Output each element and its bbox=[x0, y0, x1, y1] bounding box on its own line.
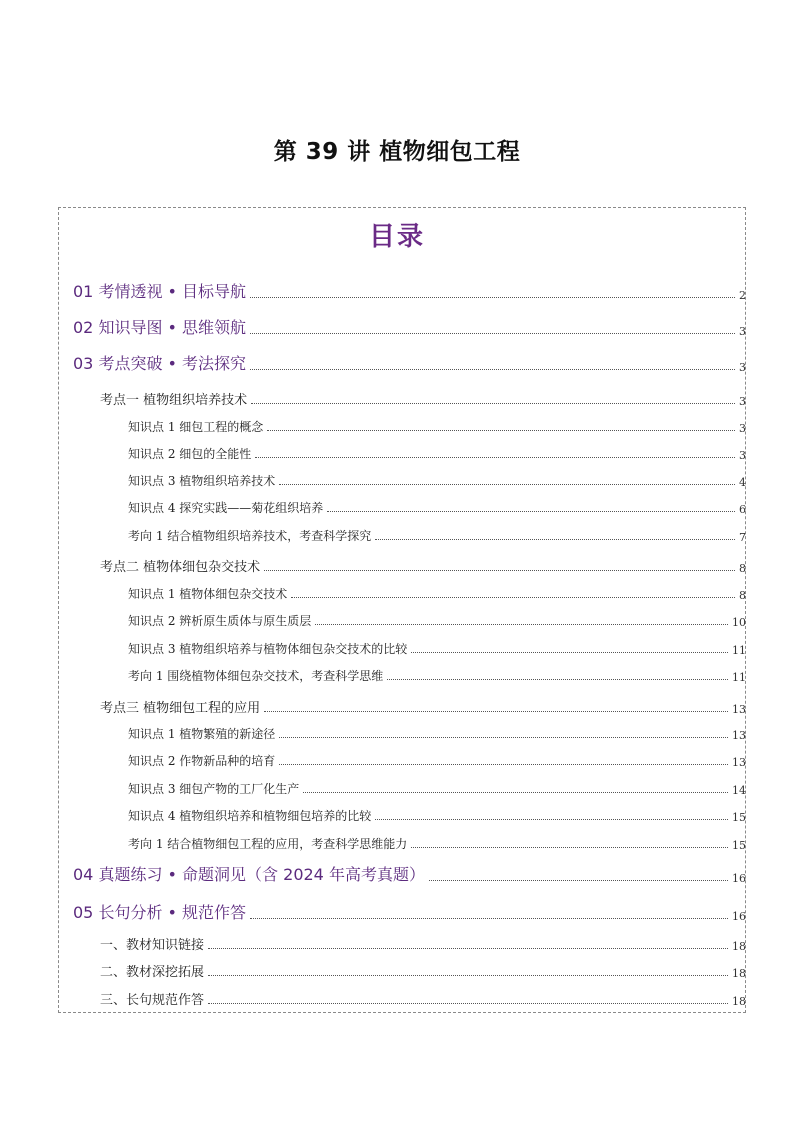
toc-entry[interactable] bbox=[128, 445, 746, 462]
toc-entry-label: 知识点 3 植物组织培养技术 bbox=[128, 474, 276, 488]
toc-entry-label: 05 长句分析 • 规范作答 bbox=[73, 903, 247, 922]
toc-entry[interactable] bbox=[128, 725, 746, 742]
toc-entry-label: 知识点 1 植物体细包杂交技术 bbox=[128, 587, 288, 601]
toc-entry-label: 考点一 植物组织培养技术 bbox=[100, 393, 248, 408]
toc-page-number: 6 bbox=[739, 503, 746, 516]
toc-page-number: 11 bbox=[732, 644, 746, 657]
toc-entry-label: 考点二 植物体细包杂交技术 bbox=[100, 560, 261, 575]
toc-leader-dots bbox=[255, 456, 735, 458]
toc-leader-dots bbox=[387, 678, 728, 680]
toc-entry[interactable] bbox=[100, 961, 746, 980]
toc-entry-label: 知识点 1 植物繁殖的新途径 bbox=[128, 727, 276, 741]
toc-entry-label: 知识点 2 作物新品种的培育 bbox=[128, 754, 276, 768]
toc-entry[interactable] bbox=[128, 527, 746, 544]
toc-page-number: 14 bbox=[732, 784, 746, 797]
page-title: 第 39 讲 植物细包工程 bbox=[273, 139, 521, 165]
toc-leader-dots bbox=[303, 791, 728, 793]
toc-leader-dots bbox=[315, 623, 728, 625]
toc-entry-label: 知识点 4 植物组织培养和植物细包培养的比较 bbox=[128, 809, 372, 823]
toc-leader-dots bbox=[291, 596, 735, 598]
toc-entry-label: 知识点 3 植物组织培养与植物体细包杂交技术的比较 bbox=[128, 642, 408, 656]
toc-entry[interactable] bbox=[128, 499, 746, 516]
toc-entry-label: 04 真题练习 • 命题洞见（含 2024 年高考真题） bbox=[73, 865, 425, 884]
toc-page-number: 18 bbox=[732, 940, 746, 953]
toc-page-number: 8 bbox=[739, 562, 746, 575]
toc-page-number: 13 bbox=[732, 703, 746, 716]
toc-page-number: 16 bbox=[732, 872, 746, 885]
toc-leader-dots bbox=[250, 917, 728, 919]
toc-page-number: 7 bbox=[739, 531, 746, 544]
toc-entry-label: 01 考情透视 • 目标导航 bbox=[73, 282, 247, 301]
toc-entry-label: 考向 1 结合植物细包工程的应用，考查科学思维能力 bbox=[128, 837, 408, 851]
toc-leader-dots bbox=[429, 879, 728, 881]
toc-entry-label: 知识点 2 细包的全能性 bbox=[128, 447, 252, 461]
toc-entry[interactable] bbox=[73, 279, 746, 302]
toc-page-number: 3 bbox=[739, 422, 746, 435]
toc-page-number: 8 bbox=[739, 589, 746, 602]
toc-leader-dots bbox=[279, 736, 728, 738]
toc-leader-dots bbox=[208, 1002, 728, 1004]
toc-page-number: 3 bbox=[739, 361, 746, 374]
toc-leader-dots bbox=[375, 818, 728, 820]
toc-entry-label: 03 考点突破 • 考法探究 bbox=[73, 354, 247, 373]
toc-page-number: 13 bbox=[732, 756, 746, 769]
toc-entry[interactable] bbox=[128, 780, 746, 797]
toc-entry-label: 三、长句规范作答 bbox=[100, 993, 205, 1008]
toc-leader-dots bbox=[250, 332, 735, 334]
toc-entry-label: 考向 1 结合植物组织培养技术，考查科学探究 bbox=[128, 529, 372, 543]
toc-leader-dots bbox=[375, 538, 735, 540]
toc-entry[interactable] bbox=[100, 697, 746, 716]
toc-entry[interactable] bbox=[73, 351, 746, 374]
toc-page-number: 3 bbox=[739, 325, 746, 338]
toc-page-number: 18 bbox=[732, 995, 746, 1008]
toc-entry[interactable] bbox=[73, 900, 746, 923]
toc-entry[interactable] bbox=[100, 989, 746, 1008]
toc-entry[interactable] bbox=[73, 862, 746, 885]
toc-entry[interactable] bbox=[73, 315, 746, 338]
toc-entry[interactable] bbox=[100, 934, 746, 953]
toc-leader-dots bbox=[250, 296, 735, 298]
toc-entry-label: 知识点 1 细包工程的概念 bbox=[128, 420, 264, 434]
toc-entry-label: 知识点 4 探究实践——菊花组织培养 bbox=[128, 501, 324, 515]
toc-page-number: 10 bbox=[732, 616, 746, 629]
toc-entry[interactable] bbox=[128, 807, 746, 824]
toc-entry-label: 二、教材深挖拓展 bbox=[100, 965, 205, 980]
toc-leader-dots bbox=[411, 846, 728, 848]
toc-page-number: 18 bbox=[732, 967, 746, 980]
toc-page-number: 15 bbox=[732, 839, 746, 852]
toc-entry[interactable] bbox=[128, 585, 746, 602]
toc-entry-label: 知识点 3 细包产物的工厂化生产 bbox=[128, 782, 300, 796]
toc-page-number: 16 bbox=[732, 910, 746, 923]
toc-page-number: 11 bbox=[732, 671, 746, 684]
toc-leader-dots bbox=[208, 947, 728, 949]
toc-entry[interactable] bbox=[100, 556, 746, 575]
toc-leader-dots bbox=[411, 651, 728, 653]
toc-leader-dots bbox=[264, 569, 735, 571]
toc-leader-dots bbox=[327, 510, 735, 512]
toc-leader-dots bbox=[208, 974, 728, 976]
toc-leader-dots bbox=[250, 368, 735, 370]
toc-page-number: 3 bbox=[739, 395, 746, 408]
toc-page-number: 3 bbox=[739, 449, 746, 462]
toc-entry[interactable] bbox=[128, 612, 746, 629]
toc-entry[interactable] bbox=[128, 418, 746, 435]
toc-entry[interactable] bbox=[128, 472, 746, 489]
toc-entry[interactable] bbox=[128, 640, 746, 657]
toc-leader-dots bbox=[251, 402, 735, 404]
toc-entry-label: 02 知识导图 • 思维领航 bbox=[73, 318, 247, 337]
toc-page-number: 4 bbox=[739, 476, 746, 489]
toc-entry-label: 考点三 植物细包工程的应用 bbox=[100, 701, 261, 716]
toc-entry[interactable] bbox=[128, 752, 746, 769]
toc-leader-dots bbox=[267, 429, 735, 431]
toc-page-number: 2 bbox=[739, 289, 746, 302]
toc-leader-dots bbox=[264, 710, 728, 712]
toc-entry[interactable] bbox=[128, 835, 746, 852]
toc-page-number: 15 bbox=[732, 811, 746, 824]
toc-leader-dots bbox=[279, 483, 735, 485]
toc-entry-label: 一、教材知识链接 bbox=[100, 938, 205, 953]
toc-entry[interactable] bbox=[100, 389, 746, 408]
toc-entry-label: 知识点 2 辨析原生质体与原生质层 bbox=[128, 614, 312, 628]
toc-heading: 目录 bbox=[368, 222, 425, 252]
toc-leader-dots bbox=[279, 763, 728, 765]
toc-entry[interactable] bbox=[128, 667, 746, 684]
toc-page-number: 13 bbox=[732, 729, 746, 742]
toc-entry-label: 考向 1 围绕植物体细包杂交技术，考查科学思维 bbox=[128, 669, 384, 683]
